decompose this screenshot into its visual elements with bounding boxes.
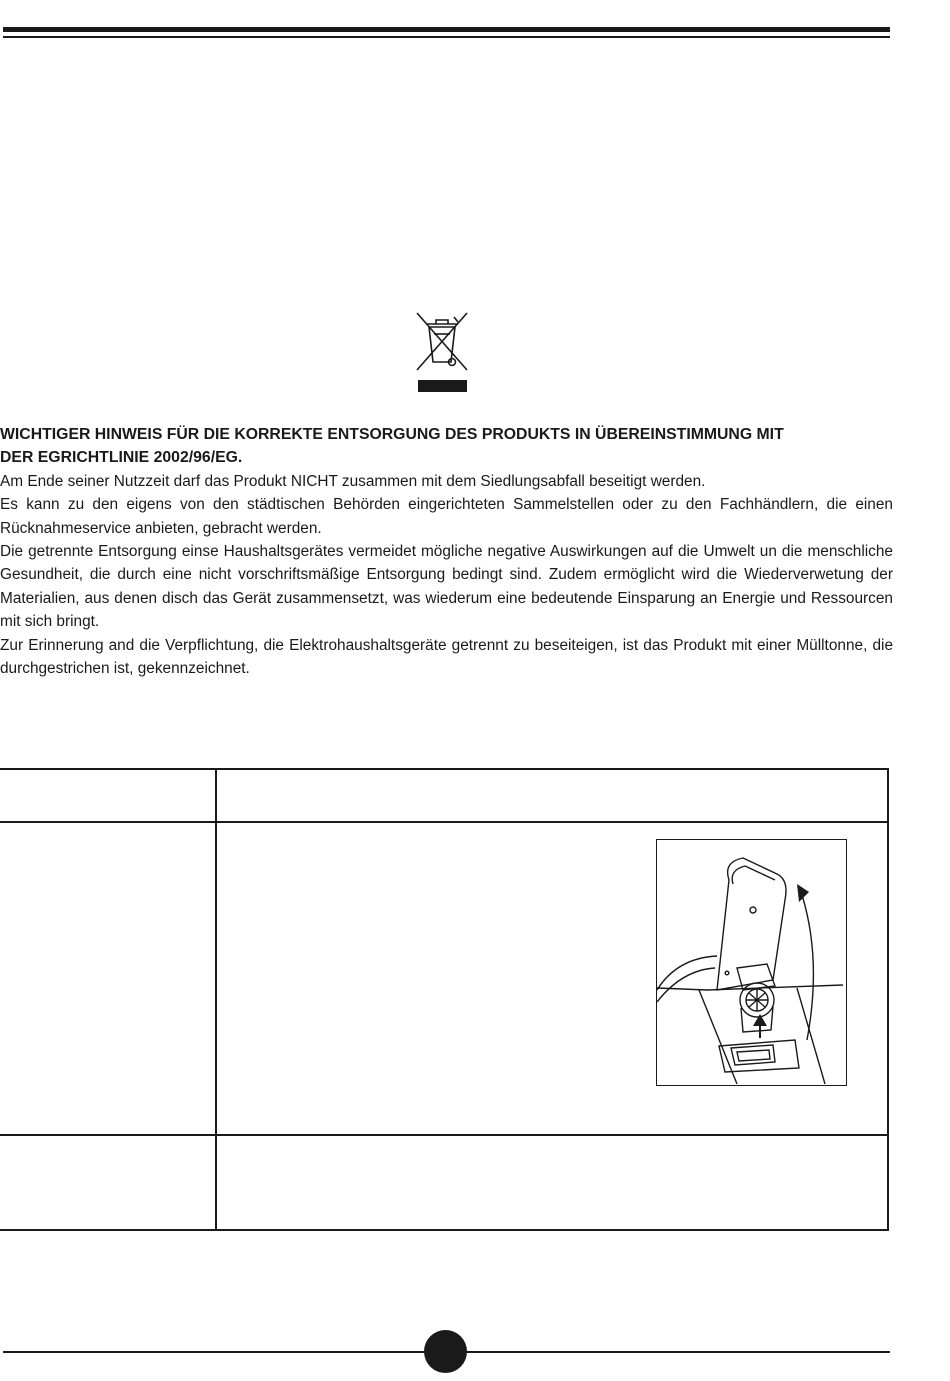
notice-heading-line-2: DER EGRICHTLINIE 2002/96/EG. [0, 449, 243, 467]
table-border-top [0, 768, 889, 770]
notice-paragraph: Es kann zu den eigens von den städtischen Behörden eingerichteten Sammelstellen oder zu den Fachhändlern, die einen Rücknahmeservice anbieten, gebracht werden. [0, 496, 893, 537]
table-border-bottom [0, 1229, 889, 1231]
appliance-lid-diagram [656, 839, 847, 1086]
table-row-divider [0, 821, 889, 823]
notice-paragraph: Die getrennte Entsorgung einse Haushaltsgerätes vermeidet mögliche negative Auswirkungen auf die Umwelt un die menschliche Gesundheit, die durch eine nicht vorschriftsmäßige Entsorgung bedingt sind. Zudem ermöglicht wird die Wiederverwetung der Materialien, aus denen disch das Gerät zusammensetzt, was wiederum eine bedeutende Einsparung an Energie und Ressourcen mit sich bringt. [0, 543, 893, 631]
top-rule-thick [3, 27, 890, 32]
table-row-divider [0, 1134, 889, 1136]
notice-paragraph: Zur Erinnerung and die Verpflichtung, die Elektrohaushaltsgeräte getrennt zu beseiteigen, ist das Produkt mit einer Mülltonne, die durchgestrichen ist, gekennzeichnet. [0, 636, 893, 678]
top-rule-thin [3, 36, 890, 38]
notice-heading-line-1: WICHTIGER HINWEIS FÜR DIE KORREKTE ENTSORGUNG DES PRODUKTS IN ÜBEREINSTIMMUNG MIT [0, 426, 784, 443]
notice-heading [0, 423, 893, 470]
page-marker-dot [424, 1330, 467, 1373]
notice-paragraph: Am Ende seiner Nutzzeit darf das Produkt NICHT zusammen mit dem Siedlungsabfall beseitigt werden. [0, 472, 706, 490]
table-border-right [887, 768, 889, 1231]
disposal-notice [0, 423, 893, 680]
crossed-out-wheelie-bin-icon [414, 310, 470, 394]
table-column-divider [215, 768, 217, 1231]
